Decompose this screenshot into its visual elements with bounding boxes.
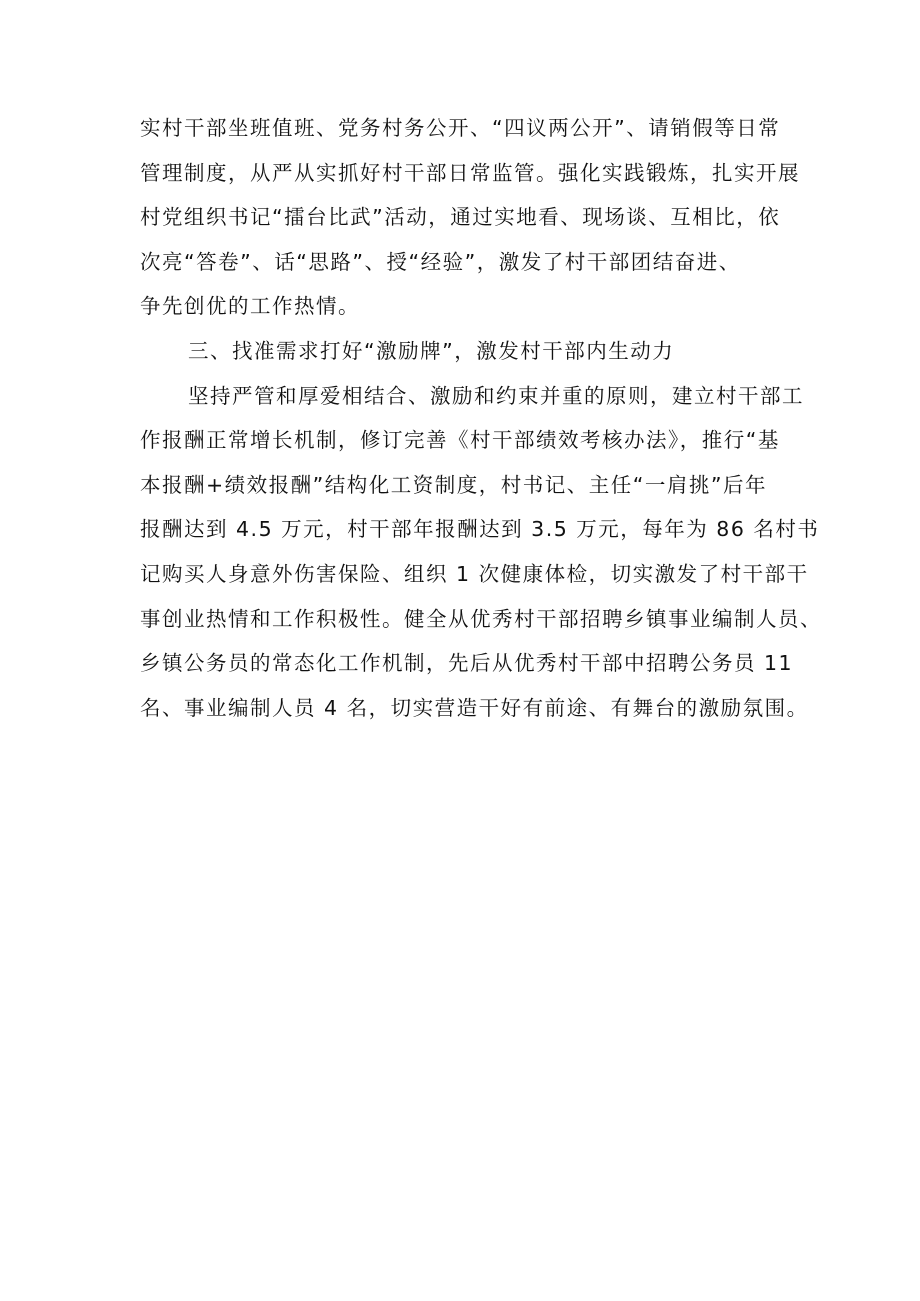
text-line: 事创业热情和工作积极性。健全从优秀村干部招聘乡镇事业编制人员、 — [140, 606, 822, 631]
section-heading: 三、找准需求打好“激励牌”，激发村干部内生动力 — [188, 338, 675, 363]
text-line: 次亮“答卷”、话“思路”、授“经验”，激发了村干部团结奋进、 — [140, 249, 741, 274]
text-line: 记购买人身意外伤害保险、组织 1 次健康体检，切实激发了村干部干 — [140, 561, 809, 586]
text-line: 名、事业编制人员 4 名，切实营造干好有前途、有舞台的激励氛围。 — [140, 695, 809, 720]
paragraph-three — [140, 374, 822, 731]
paragraph-continued — [140, 106, 810, 329]
text-line: 乡镇公务员的常态化工作机制，先后从优秀村干部中招聘公务员 11 — [140, 651, 794, 676]
text-line: 实村干部坐班值班、党务村务公开、“四议两公开”、请销假等日常 — [140, 116, 781, 140]
text-line: 坚持严管和厚爱相结合、激励和约束并重的原则，建立村干部工 — [188, 383, 804, 408]
text-line: 争先创优的工作热情。 — [140, 294, 360, 319]
text-line: 本报酬+绩效报酬”结构化工资制度，村书记、主任“一肩挑”后年 — [140, 472, 768, 497]
text-line: 报酬达到 4.5 万元，村干部年报酬达到 3.5 万元，每年为 86 名村书 — [140, 517, 820, 542]
text-line: 作报酬正常增长机制，修订完善《村干部绩效考核办法》，推行“基 — [140, 428, 780, 453]
document-body — [140, 106, 822, 730]
text-line: 管理制度，从严从实抓好村干部日常监管。强化实践锻炼，扎实开展 — [140, 160, 800, 185]
text-line: 村党组织书记“擂台比武”活动，通过实地看、现场谈、互相比，依 — [140, 205, 781, 230]
